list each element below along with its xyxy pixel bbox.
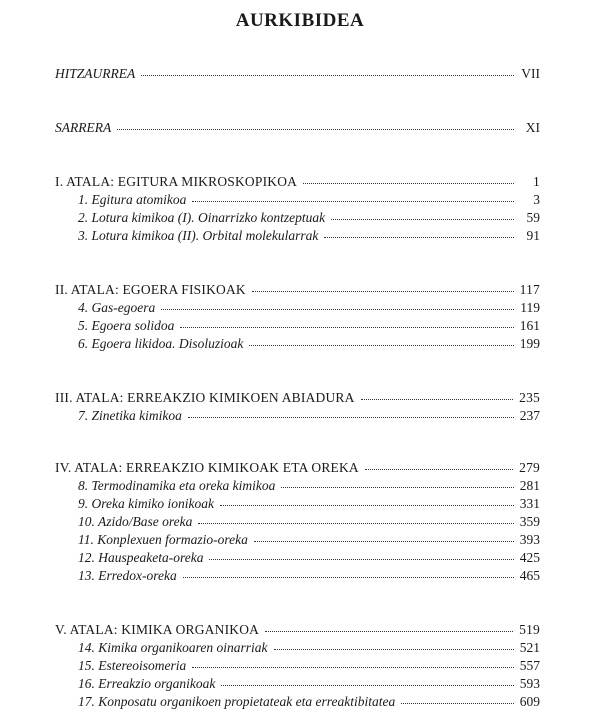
dot-leader <box>274 648 514 650</box>
toc-chapter-page: 3 <box>533 192 540 207</box>
toc-chapter-label: 9. Oreka kimiko ionikoak <box>78 496 214 511</box>
toc-chapter-page: 161 <box>519 318 540 333</box>
toc-part-page: 279 <box>519 460 540 475</box>
toc-chapter-label: 3. Lotura kimikoa (II). Orbital molekularrak <box>78 228 319 243</box>
toc-chapter-16[interactable] <box>78 676 540 694</box>
dot-leader <box>361 398 514 400</box>
toc-chapter-10[interactable] <box>78 514 540 532</box>
toc-chapter-9[interactable] <box>78 496 540 514</box>
page-title: AURKIBIDEA <box>235 10 365 31</box>
toc-chapter-label: 7. Zinetika kimikoa <box>78 408 182 423</box>
toc-chapter-label: 6. Egoera likidoa. Disoluzioak <box>78 336 244 351</box>
toc-chapter-11[interactable] <box>78 532 540 550</box>
toc-chapter-page: 59 <box>526 210 540 225</box>
toc-chapter-1[interactable] <box>78 192 540 210</box>
toc-chapter-label: 17. Konposatu organikoen propietateak eta erreaktibitatea <box>78 694 396 709</box>
toc-chapter-page: 359 <box>519 514 540 529</box>
toc-chapter-page: 331 <box>519 496 540 511</box>
toc-part-label: II. ATALA: EGOERA FISIKOAK <box>55 282 246 297</box>
toc-chapter-label: 15. Estereoisomeria <box>78 658 187 673</box>
dot-leader <box>281 486 513 488</box>
toc-chapter-page: 281 <box>519 478 540 493</box>
dot-leader <box>220 504 514 506</box>
toc-chapter-label: 1. Egitura atomikoa <box>78 192 187 207</box>
toc-chapter-label: 8. Termodinamika eta oreka kimikoa <box>78 478 276 493</box>
toc-chapter-page: 237 <box>519 408 540 423</box>
dot-leader <box>252 290 514 292</box>
toc-chapter-page: 557 <box>519 658 540 673</box>
toc-chapter-label: 13. Erredox-oreka <box>78 568 177 583</box>
dot-leader <box>365 468 513 470</box>
toc-chapter-label: 14. Kimika organikoaren oinarriak <box>78 640 268 655</box>
dot-leader <box>180 326 513 328</box>
toc-part-5[interactable] <box>55 622 540 640</box>
toc-chapter-14[interactable] <box>78 640 540 658</box>
dot-leader <box>188 416 514 418</box>
dot-leader <box>265 630 513 632</box>
dot-leader <box>254 540 514 542</box>
toc-chapter-2[interactable] <box>78 210 540 228</box>
toc-chapter-label: 12. Hauspeaketa-oreka <box>78 550 204 565</box>
toc-chapter-4[interactable] <box>78 300 540 318</box>
toc-chapter-page: 593 <box>519 676 540 691</box>
toc-part-2[interactable] <box>55 282 540 300</box>
toc-part-label: III. ATALA: ERREAKZIO KIMIKOEN ABIADURA <box>55 390 355 405</box>
dot-leader <box>401 702 514 704</box>
toc-chapter-7[interactable] <box>78 408 540 426</box>
dot-leader <box>303 182 514 184</box>
toc-chapter-page: 119 <box>520 300 540 315</box>
dot-leader <box>192 666 514 668</box>
toc-part-4[interactable] <box>55 460 540 478</box>
dot-leader <box>221 684 513 686</box>
dot-leader <box>331 218 514 220</box>
dot-leader <box>209 558 513 560</box>
dot-leader <box>183 576 514 578</box>
dot-leader <box>161 308 514 310</box>
toc-entry-label: HITZAURREA <box>55 66 136 81</box>
toc-chapter-15[interactable] <box>78 658 540 676</box>
toc-chapter-label: 4. Gas-egoera <box>78 300 156 315</box>
toc-chapter-12[interactable] <box>78 550 540 568</box>
toc-entry-hitzaurrea[interactable] <box>55 66 540 84</box>
toc-entry-page: VII <box>521 66 540 81</box>
toc-chapter-13[interactable] <box>78 568 540 586</box>
toc-chapter-17[interactable] <box>78 694 540 712</box>
toc-entry-label: SARRERA <box>55 120 112 135</box>
toc-entry-sarrera[interactable] <box>55 120 540 138</box>
toc-part-3[interactable] <box>55 390 540 408</box>
toc-part-page: 235 <box>519 390 540 405</box>
toc-chapter-8[interactable] <box>78 478 540 496</box>
toc-part-label: IV. ATALA: ERREAKZIO KIMIKOAK ETA OREKA <box>55 460 359 475</box>
dot-leader <box>198 522 513 524</box>
dot-leader <box>249 344 513 346</box>
toc-chapter-label: 16. Erreakzio organikoak <box>78 676 216 691</box>
toc-chapter-6[interactable] <box>78 336 540 354</box>
toc-chapter-3[interactable] <box>78 228 540 246</box>
toc-part-page: 1 <box>533 174 540 189</box>
toc-chapter-page: 425 <box>519 550 540 565</box>
toc-chapter-page: 393 <box>519 532 540 547</box>
toc-chapter-label: 10. Azido/Base oreka <box>78 514 193 529</box>
dot-leader <box>324 236 514 238</box>
dot-leader <box>192 200 514 202</box>
toc-part-label: I. ATALA: EGITURA MIKROSKOPIKOA <box>55 174 298 189</box>
toc-part-page: 117 <box>519 282 540 297</box>
toc-part-page: 519 <box>519 622 540 637</box>
toc-chapter-page: 521 <box>519 640 540 655</box>
dot-leader <box>141 74 514 76</box>
toc-chapter-5[interactable] <box>78 318 540 336</box>
toc-chapter-page: 609 <box>519 694 540 709</box>
toc-part-label: V. ATALA: KIMIKA ORGANIKOA <box>55 622 260 637</box>
toc-chapter-page: 465 <box>519 568 540 583</box>
toc-part-1[interactable] <box>55 174 540 192</box>
dot-leader <box>117 128 514 130</box>
toc-chapter-label: 2. Lotura kimikoa (I). Oinarrizko kontzeptuak <box>78 210 326 225</box>
toc-chapter-page: 199 <box>519 336 540 351</box>
toc-chapter-label: 11. Konplexuen formazio-oreka <box>78 532 248 547</box>
toc-entry-page: XI <box>525 120 540 135</box>
toc-chapter-label: 5. Egoera solidoa <box>78 318 175 333</box>
toc-chapter-page: 91 <box>526 228 540 243</box>
